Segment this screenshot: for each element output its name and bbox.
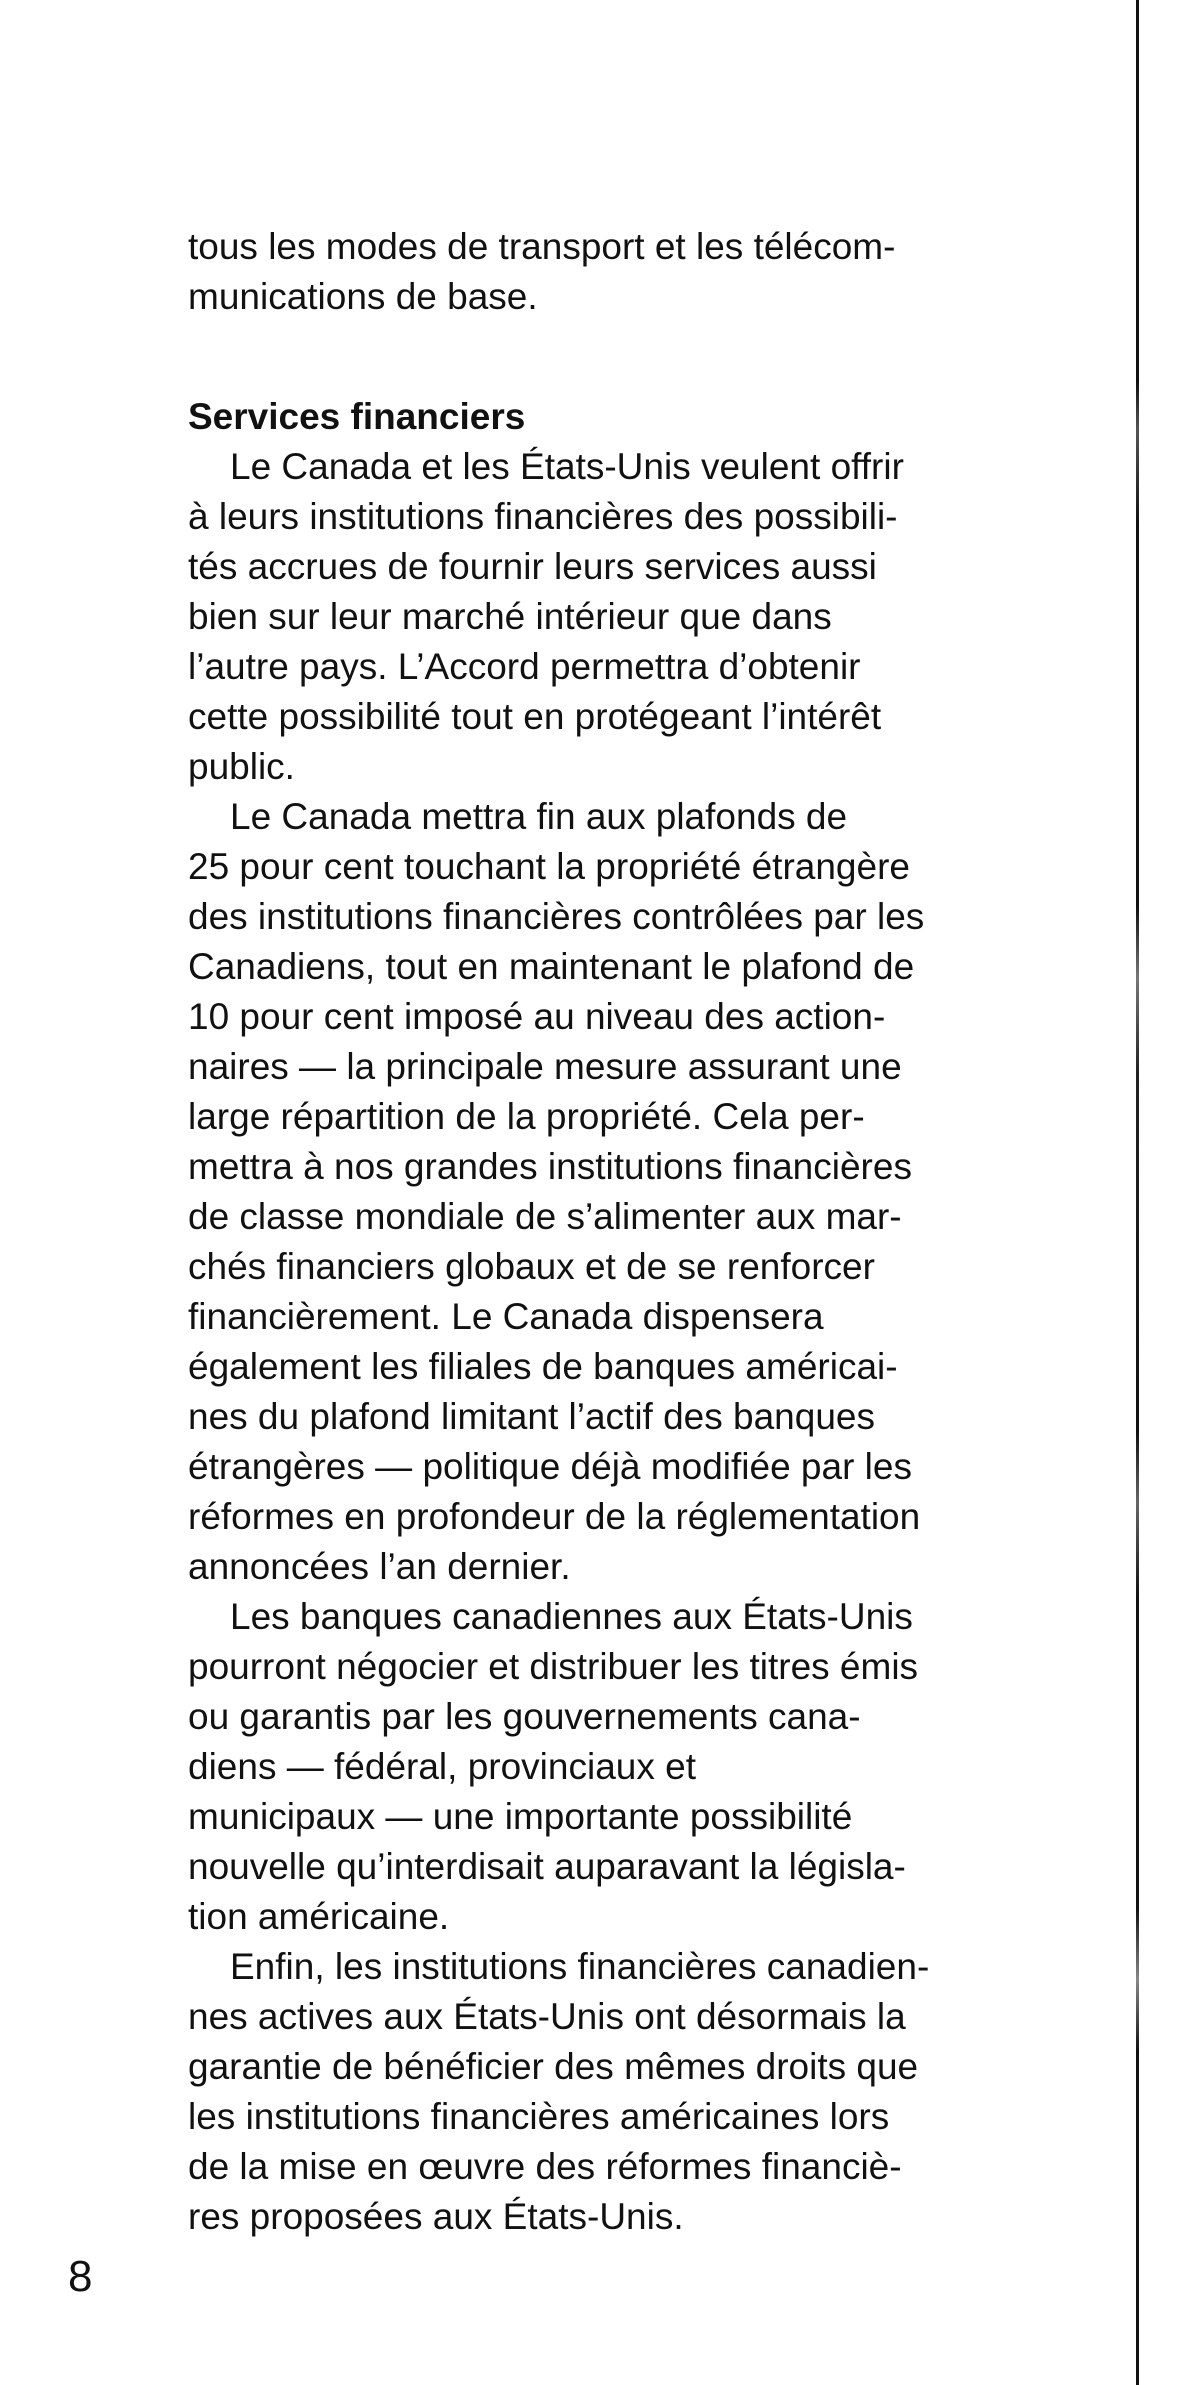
text-line: pourront négocier et distribuer les titres émis <box>188 1646 919 1687</box>
text-line: chés financiers globaux et de se renforcer <box>188 1246 875 1287</box>
text-line: cette possibilité tout en protégeant l’intérêt <box>188 696 882 737</box>
text-line: nes actives aux États-Unis ont désormais la <box>188 1996 906 2037</box>
text-line: municipaux — une importante possibilité <box>188 1796 853 1837</box>
text-line: à leurs institutions financières des possibili- <box>188 496 898 537</box>
text-line: munications de base. <box>188 276 538 317</box>
text-line: de classe mondiale de s’alimenter aux mar- <box>188 1196 902 1237</box>
text-line: des institutions financières contrôlées par les <box>188 896 925 937</box>
text-line: Les banques canadiennes aux États-Unis <box>230 1596 913 1637</box>
text-line: mettra à nos grandes institutions financières <box>188 1146 912 1187</box>
text-line: diens — fédéral, provinciaux et <box>188 1746 696 1787</box>
section-heading: Services financiers <box>188 396 526 437</box>
paragraph-4 <box>188 1942 1018 2242</box>
text-line: tous les modes de transport et les télécom- <box>188 226 896 267</box>
text-line: financièrement. Le Canada dispensera <box>188 1296 824 1337</box>
text-line: nes du plafond limitant l’actif des banques <box>188 1396 875 1437</box>
text-line: 10 pour cent imposé au niveau des action- <box>188 996 886 1037</box>
paragraph-2 <box>188 792 1018 1592</box>
text-line: large répartition de la propriété. Cela per- <box>188 1096 865 1137</box>
intro-paragraph <box>188 222 1018 322</box>
text-line: bien sur leur marché intérieur que dans <box>188 596 832 637</box>
text-line: réformes en profondeur de la réglementation <box>188 1496 921 1537</box>
text-column <box>188 222 1018 2242</box>
text-line: Canadiens, tout en maintenant le plafond de <box>188 946 915 987</box>
text-line: res proposées aux États-Unis. <box>188 2196 684 2237</box>
section-spacer <box>188 322 1018 392</box>
text-line: l’autre pays. L’Accord permettra d’obtenir <box>188 646 861 687</box>
text-line: tion américaine. <box>188 1896 450 1937</box>
text-line: ou garantis par les gouvernements cana- <box>188 1696 861 1737</box>
paragraph-3 <box>188 1592 1018 1942</box>
page-number: 8 <box>68 2252 93 2301</box>
text-line: les institutions financières américaines lors <box>188 2096 890 2137</box>
text-line: également les filiales de banques américai- <box>188 1346 898 1387</box>
binding-edge-line <box>1136 0 1139 2385</box>
text-line: Le Canada et les États-Unis veulent offrir <box>230 446 904 487</box>
text-line: public. <box>188 746 295 787</box>
text-line: étrangères — politique déjà modifiée par les <box>188 1446 912 1487</box>
text-line: de la mise en œuvre des réformes financiè- <box>188 2146 902 2187</box>
text-line: nouvelle qu’interdisait auparavant la législa- <box>188 1846 906 1887</box>
text-line: naires — la principale mesure assurant une <box>188 1046 902 1087</box>
text-line: 25 pour cent touchant la propriété étrangère <box>188 846 910 887</box>
text-line: garantie de bénéficier des mêmes droits que <box>188 2046 919 2087</box>
text-line: annoncées l’an dernier. <box>188 1546 571 1587</box>
text-line: Le Canada mettra fin aux plafonds de <box>230 796 848 837</box>
paragraph-1 <box>188 442 1018 792</box>
text-line: tés accrues de fournir leurs services aussi <box>188 546 877 587</box>
text-line: Enfin, les institutions financières canadien- <box>230 1946 930 1987</box>
